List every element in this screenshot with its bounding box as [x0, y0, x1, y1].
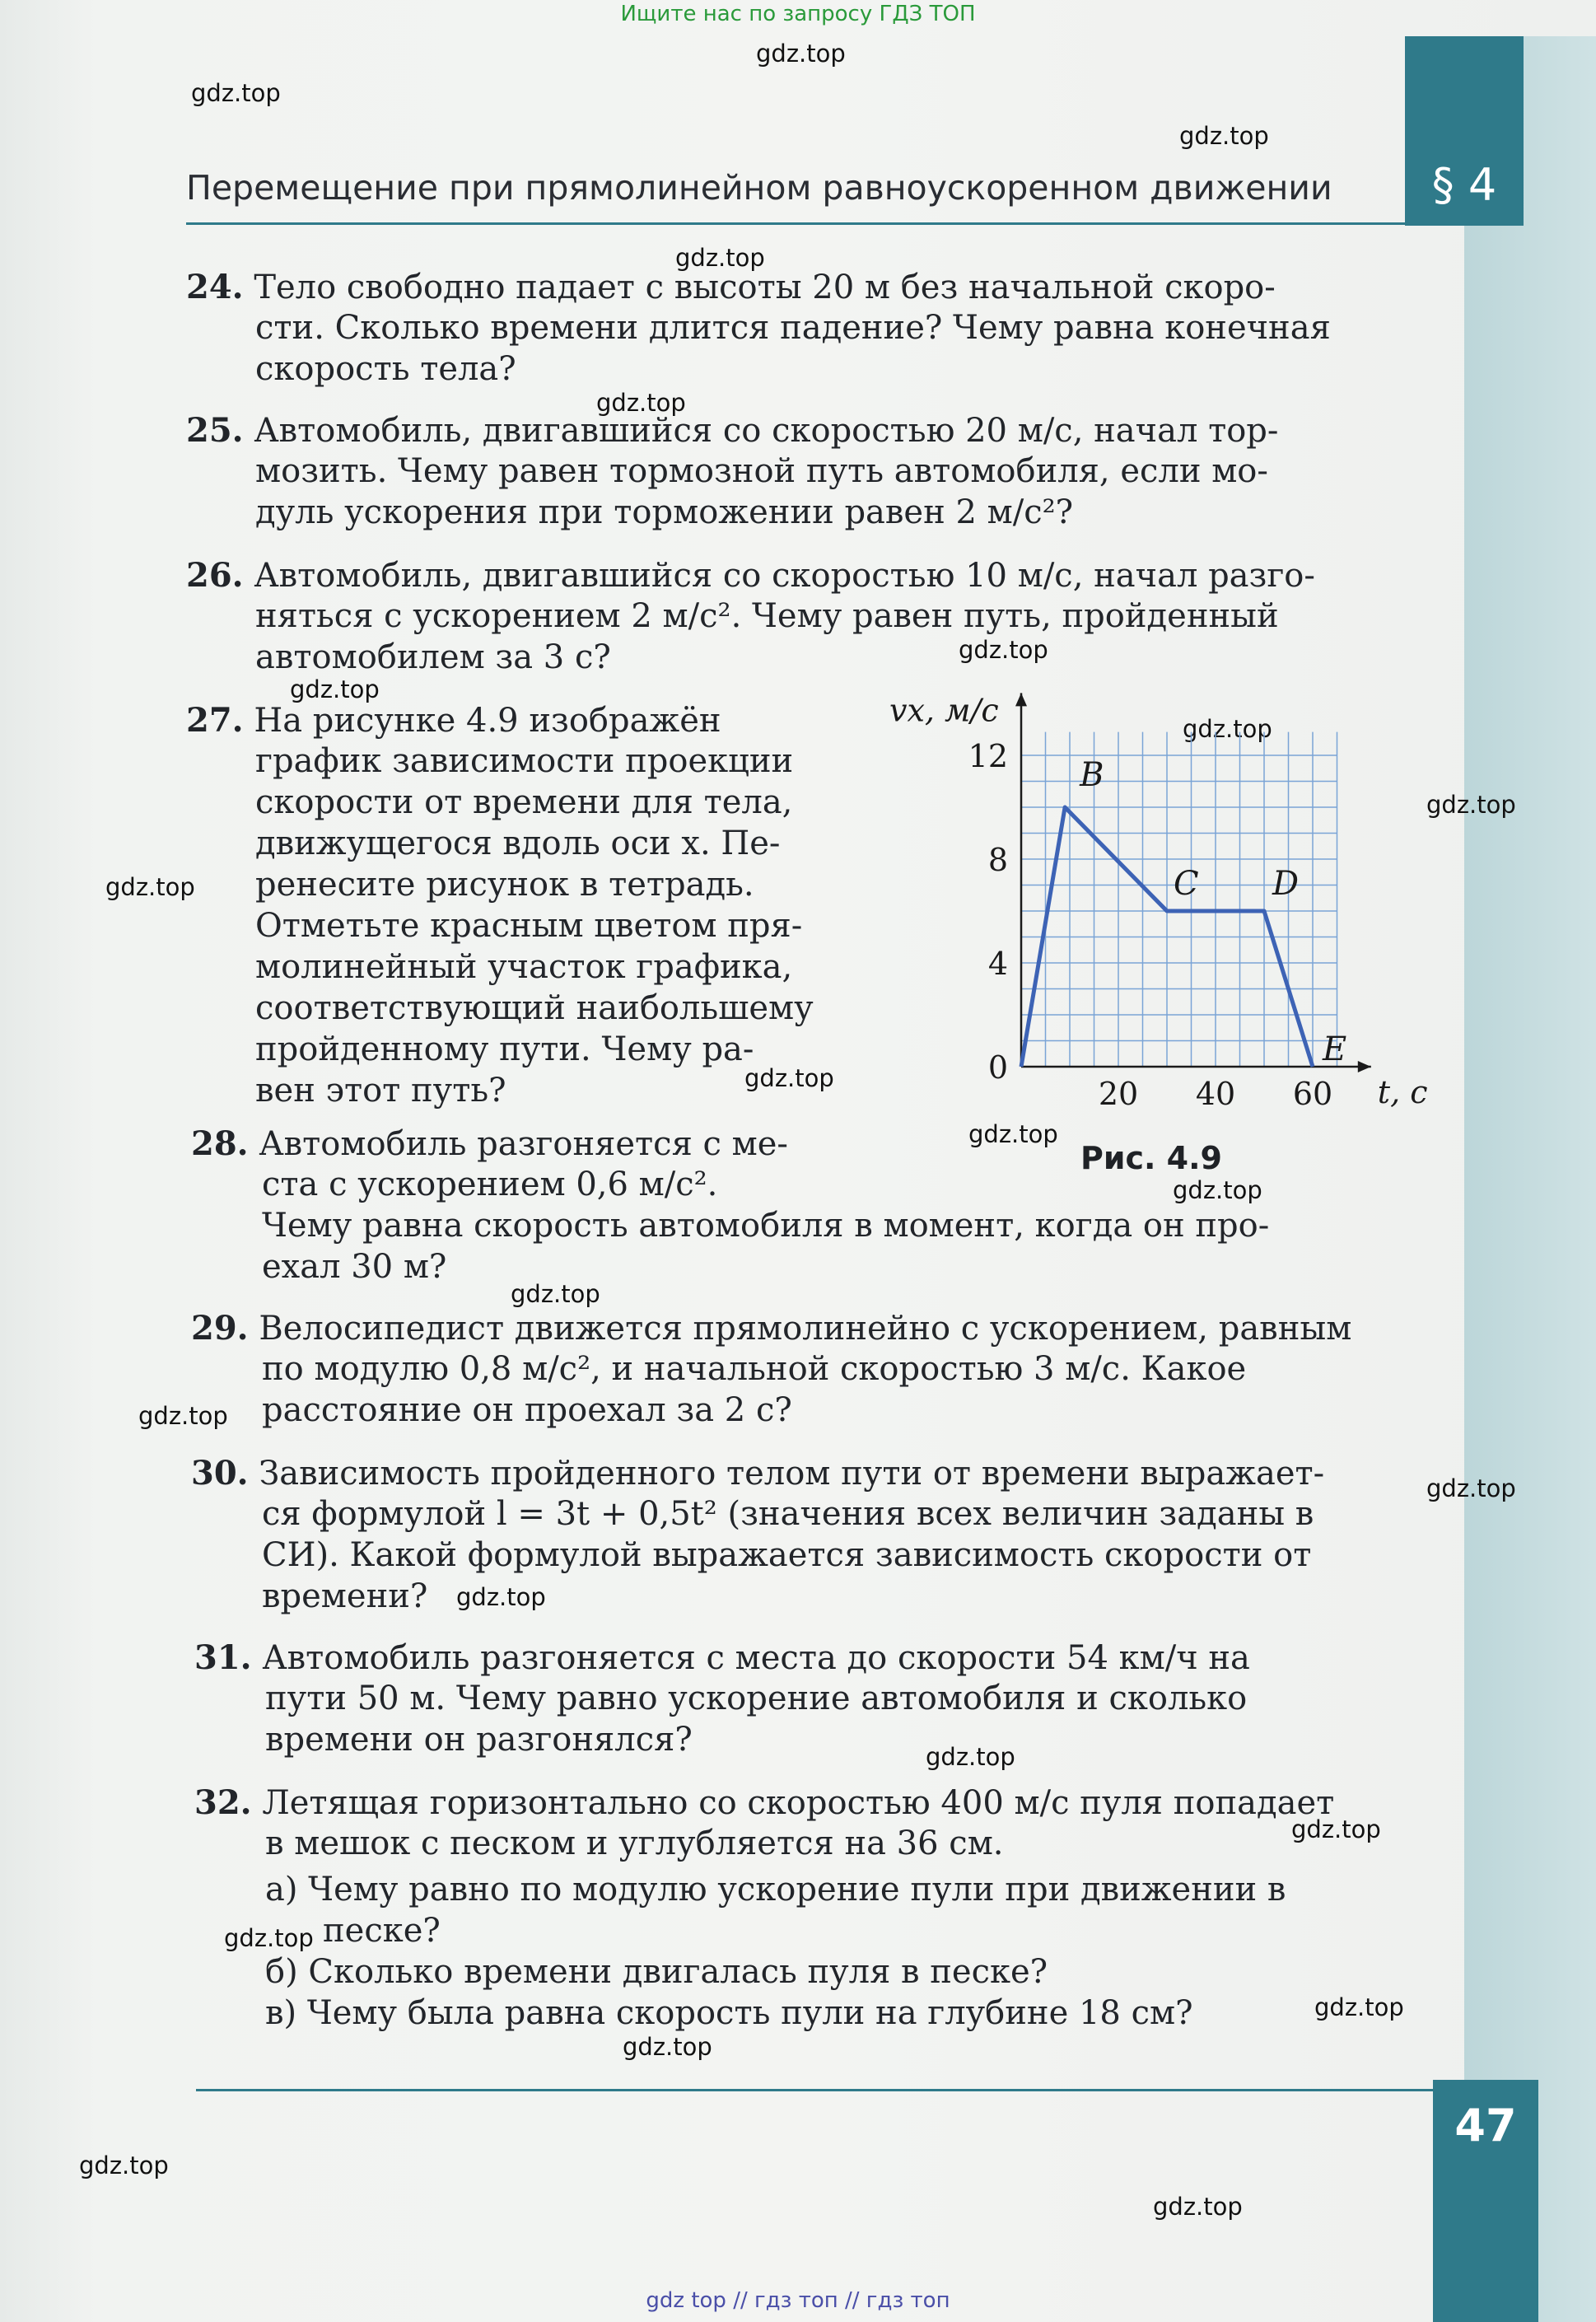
point-label-b: B [1080, 756, 1104, 794]
problem-31-line-1 [194, 1638, 1250, 1679]
problem-29-line-3: расстояние он проехал за 2 с? [262, 1391, 792, 1429]
y-axis-label: vx, м/c [889, 692, 999, 729]
problem-32-line-1 [194, 1782, 1334, 1824]
watermark: gdz.top [1179, 122, 1269, 150]
problem-29-line-1 [191, 1308, 1351, 1349]
footer-links[interactable]: gdz top // гдз топ // гдз топ [646, 2288, 950, 2313]
problem-24-line-2: сти. Сколько времени длится падение? Чему равна конечная [255, 309, 1331, 347]
problem-28-line-1 [191, 1124, 788, 1165]
problem-32-part-a-line-2: песке? [323, 1912, 441, 1950]
x-tick-label: 60 [1292, 1076, 1333, 1112]
problem-25-line-1 [186, 410, 1278, 451]
problem-number: 31. [194, 1638, 252, 1677]
problem-27-line-5: ренесите рисунок в тетрадь. [255, 866, 754, 904]
problem-30-line-3: СИ). Какой формулой выражается зависимость скорости от [262, 1536, 1312, 1574]
problem-27-line-10: вен этот путь? [255, 1072, 506, 1110]
problem-number: 29. [191, 1309, 249, 1348]
problem-31-line-3: времени он разгонялся? [265, 1721, 693, 1759]
problem-number: 24. [186, 268, 244, 306]
problem-text: Велосипедист движется прямолинейно с ускорением, равным [259, 1310, 1352, 1348]
problem-text: Автомобиль, двигавшийся со скоростью 20 м/с, начал тор- [254, 412, 1279, 450]
problem-text: На рисунке 4.9 изображён [254, 702, 721, 740]
problem-28-line-2: ста с ускорением 0,6 м/с². [262, 1166, 718, 1203]
watermark: gdz.top [623, 2033, 712, 2061]
watermark: gdz.top [1426, 791, 1516, 819]
problem-28-line-4: ехал 30 м? [262, 1248, 447, 1286]
page-edge-strip [1464, 36, 1596, 2322]
x-axis-arrow [1358, 1061, 1371, 1072]
problem-26-line-2: няться с ускорением 2 м/с². Чему равен путь, пройденный [255, 597, 1279, 635]
problem-26-line-1 [186, 555, 1315, 596]
y-tick-label: 12 [968, 738, 1008, 774]
problem-27-line-1 [186, 700, 721, 741]
problem-text: Летящая горизонтально со скоростью 400 м/с пуля попадает [262, 1784, 1335, 1822]
watermark: gdz.top [1183, 715, 1272, 743]
problem-number: 26. [186, 556, 244, 595]
watermark: gdz.top [105, 873, 195, 901]
problem-text: Зависимость пройденного телом пути от времени выражает- [259, 1455, 1325, 1493]
watermark: gdz.top [1291, 1815, 1381, 1843]
watermark: gdz.top [1314, 1993, 1404, 2021]
watermark: gdz.top [1426, 1474, 1516, 1502]
problem-27-line-8: соответствующий наибольшему [255, 989, 814, 1027]
watermark: gdz.top [596, 389, 686, 417]
problem-number: 28. [191, 1124, 249, 1163]
page-number: 47 [1433, 2080, 1538, 2322]
watermark: gdz.top [959, 636, 1048, 664]
watermark: gdz.top [756, 40, 846, 68]
problem-30-line-1 [191, 1453, 1324, 1494]
problem-25-line-3: дуль ускорения при торможении равен 2 м/с²? [255, 493, 1074, 531]
problem-27-line-3: скорости от времени для тела, [255, 783, 793, 821]
problem-text: Тело свободно падает с высоты 20 м без начальной скоро- [254, 269, 1276, 306]
watermark: gdz.top [968, 1120, 1058, 1148]
point-label-d: D [1272, 865, 1300, 903]
problem-30-line-4: времени? [262, 1577, 428, 1615]
problem-number: 30. [191, 1454, 249, 1493]
page-title: Перемещение при прямолинейном равноускоренном движении [186, 168, 1332, 208]
problem-27-line-7: молинейный участок графика, [255, 948, 793, 986]
watermark: gdz.top [191, 79, 281, 107]
problem-text: Автомобиль разгоняется с места до скорости 54 км/ч на [262, 1639, 1250, 1677]
problem-number: 32. [194, 1783, 252, 1822]
problem-number: 27. [186, 701, 244, 740]
problem-number: 25. [186, 411, 244, 450]
watermark: gdz.top [1173, 1176, 1262, 1204]
problem-text: Автомобиль, двигавшийся со скоростью 10 м/с, начал разго- [254, 557, 1315, 595]
y-tick-label: 0 [987, 1049, 1008, 1086]
problem-27-line-6: Отметьте красным цветом пря- [255, 907, 803, 945]
point-label-c: C [1174, 865, 1199, 903]
x-tick-label: 40 [1195, 1076, 1236, 1112]
watermark: gdz.top [926, 1743, 1015, 1771]
problem-text: Автомобиль разгоняется с ме- [259, 1125, 788, 1163]
problem-24-line-1 [186, 267, 1276, 308]
problem-28-line-3: Чему равна скорость автомобиля в момент, когда он про- [262, 1207, 1270, 1245]
velocity-time-chart [873, 692, 1433, 1137]
header-divider [186, 222, 1405, 225]
x-tick-label: 20 [1098, 1076, 1139, 1112]
y-tick-label: 8 [987, 842, 1008, 878]
problem-32-part-a-line-1: а) Чему равно по модулю ускорение пули при движении в [265, 1871, 1286, 1909]
problem-27-line-4: движущегося вдоль оси x. Пе- [255, 825, 781, 862]
problem-29-line-2: по модулю 0,8 м/с², и начальной скоростью 3 м/с. Какое [262, 1350, 1247, 1388]
search-banner[interactable]: Ищите нас по запросу ГДЗ ТОП [620, 2, 976, 26]
watermark: gdz.top [511, 1280, 600, 1308]
problem-27-line-2: график зависимости проекции [255, 742, 794, 780]
y-axis-arrow [1015, 693, 1027, 706]
watermark: gdz.top [744, 1064, 834, 1092]
problem-30-line-2: ся формулой l = 3t + 0,5t² (значения всех величин заданы в [262, 1495, 1314, 1533]
watermark: gdz.top [138, 1402, 228, 1430]
watermark: gdz.top [1153, 2193, 1243, 2221]
problem-32-line-2: в мешок с песком и углубляется на 36 см. [265, 1824, 1004, 1862]
figure-caption: Рис. 4.9 [1080, 1140, 1222, 1176]
watermark: gdz.top [675, 244, 765, 272]
problem-27-line-9: пройденному пути. Чему ра- [255, 1030, 754, 1068]
problem-25-line-2: мозить. Чему равен тормозной путь автомобиля, если мо- [255, 452, 1268, 490]
problem-26-line-3: автомобилем за 3 с? [255, 638, 611, 676]
problem-24-line-3: скорость тела? [255, 350, 516, 388]
watermark: gdz.top [224, 1924, 314, 1952]
problem-31-line-2: пути 50 м. Чему равно ускорение автомобиля и сколько [265, 1680, 1248, 1717]
watermark: gdz.top [79, 2151, 169, 2180]
section-tab: § 4 [1405, 36, 1524, 226]
x-axis-label: t, c [1377, 1074, 1428, 1110]
footer-divider [196, 2089, 1433, 2091]
y-tick-label: 4 [987, 946, 1008, 982]
watermark: gdz.top [456, 1583, 546, 1611]
problem-32-part-c: в) Чему была равна скорость пули на глубине 18 см? [265, 1994, 1193, 2032]
watermark: gdz.top [290, 675, 380, 703]
point-label-e: E [1323, 1030, 1347, 1068]
problem-32-part-b: б) Сколько времени двигалась пуля в песке? [265, 1953, 1048, 1991]
